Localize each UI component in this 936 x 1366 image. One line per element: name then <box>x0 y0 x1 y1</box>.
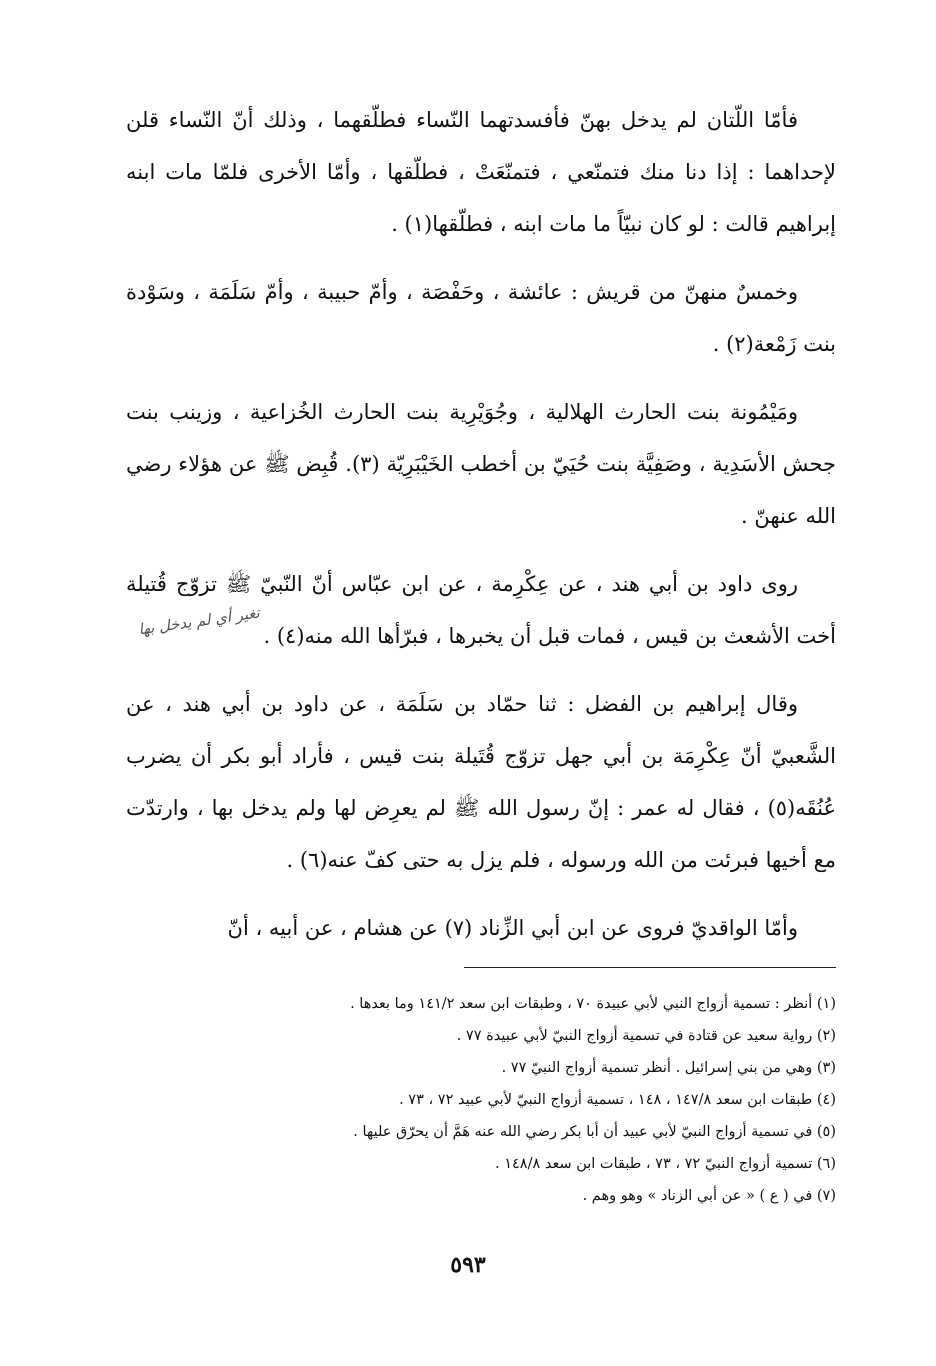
footnote-6: (٦) تسمية أزواج النبيّ ٧٢ ، ٧٣ ، طبقات ابن سعد ١٤٨/٨ . <box>494 1156 836 1172</box>
footnote-5: (٥) في تسمية أزواج النبيّ لأبي عبيد أن أبا بكر رضي الله عنه هَمَّ أن يحرّق عليها . <box>353 1124 836 1140</box>
paragraph-5: وقال إبراهيم بن الفضل : ثنا حمّاد بن سَلَمَة ، عن داود بن أبي هند ، عن الشَّعبيّ أنّ عِكْرِمَة بن أبي جهل تزوّج قُتَيلة بنت قيس ، فأراد أبو بكر أن يضرب عُنُقَه(٥) ، فقال له عمر : إنّ رسول الله ﷺ لم يعرِض لها ولم يدخل بها ، وارتدّت مع أخيها فبرئت من الله ورسوله ، فلم يزل به حتى كفّ عنه(٦) . <box>126 692 836 872</box>
footnote-4: (٤) طبقات ابن سعد ١٤٧/٨ ، ١٤٨ ، تسمية أزواج النبيّ لأبي عبيد ٧٢ ، ٧٣ . <box>399 1092 836 1108</box>
paragraph-4: روى داود بن أبي هند ، عن عِكْرِمة ، عن ابن عبّاس أنّ النّبيّ ﷺ تزوّج قُتيلة أخت الأشعث بن قيس ، فمات قبل أن يخبرها ، فبرّأها الله منه(٤) . <box>126 572 836 648</box>
footnote-2: (٢) رواية سعيد عن قتادة في تسمية أزواج النبيّ لأبي عبيدة ٧٧ . <box>456 1028 836 1044</box>
paragraph-1: فأمّا اللّتان لم يدخل بهنّ فأفسدتهما النّساء فطلّقهما ، وذلك أنّ النّساء قلن لإحداهما : إذا دنا منك فتمنّعي ، فتمنّعَتْ ، فطلّقها ، وأمّا الأخرى فلمّا مات ابنه إبراهيم قالت : لو كان نبيّاً ما مات ابنه ، فطلّقها(١) . <box>126 108 836 236</box>
main-text <box>126 94 836 954</box>
page-number: ٥٩٣ <box>450 1252 486 1278</box>
paragraph-6: وأمّا الواقديّ فروى عن ابن أبي الزِّناد (٧) عن هشام ، عن أبيه ، أنّ <box>227 916 798 940</box>
footnotes <box>126 988 836 1212</box>
footnote-3: (٣) وهي من بني إسرائيل . أنظر تسمية أزواج النبيّ ٧٧ . <box>501 1060 836 1076</box>
footnote-divider <box>464 967 836 968</box>
footnote-7: (٧) في ( ع ) « عن أبي الزناد » وهو وهم . <box>582 1188 836 1204</box>
handwritten-marginal-note: تغير أي لم يدخل بها <box>137 603 261 639</box>
paragraph-3: ومَيْمُونة بنت الحارث الهلالية ، وجُوَيْرِية بنت الحارث الخُزاعية ، وزينب بنت جحش الأسَدِية ، وصَفِيَّة بنت حُيَيّ بن أخطب الخَيْبَرِيّة (٣). قُبِض ﷺ عن هؤلاء رضي الله عنهنّ . <box>126 400 836 528</box>
footnote-1: (١) أنظر : تسمية أزواج النبي لأبي عبيدة ٧٠ ، وطبقات ابن سعد ١٤١/٢ وما بعدها . <box>350 996 836 1012</box>
paragraph-2: وخمسٌ منهنّ من قريش : عائشة ، وحَفْصَة ، وأمّ حبيبة ، وأمّ سَلَمَة ، وسَوْدة بنت زَمْعة(٢) . <box>126 280 836 356</box>
